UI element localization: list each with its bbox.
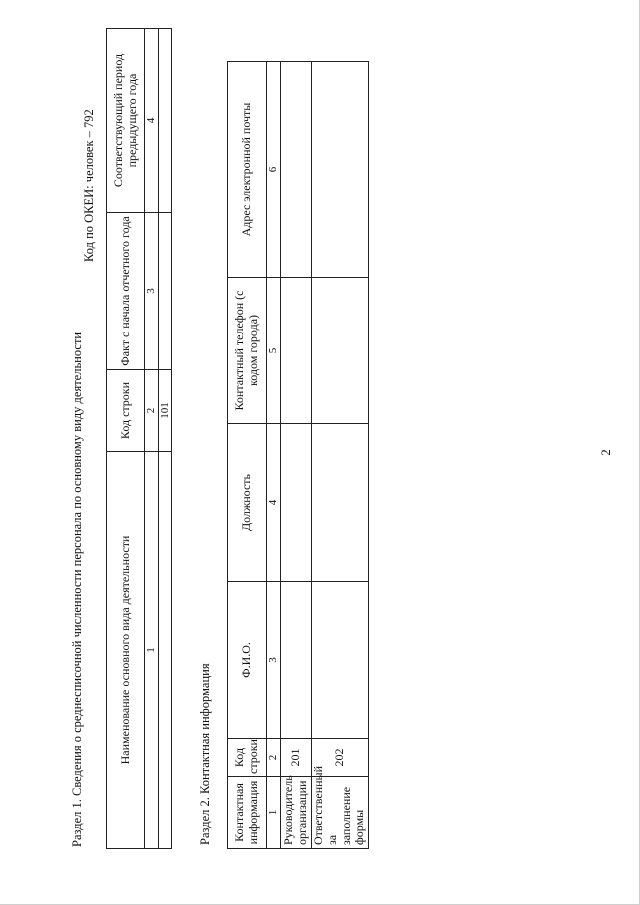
position-cell [280, 424, 311, 582]
phone-cell [311, 278, 368, 424]
column-number: 5 [267, 278, 281, 424]
row-label: Руководитель организации [280, 777, 311, 849]
header-activity: Наименование основного вида деятельности [107, 452, 145, 849]
fact-cell [158, 213, 172, 370]
header-position: Должность [228, 424, 267, 582]
staff-table [106, 28, 172, 849]
table-header-row [228, 62, 267, 849]
header-contact-info: Контактная информация [228, 777, 267, 849]
column-number: 1 [267, 777, 281, 849]
header-email: Адрес электронной почты [228, 62, 267, 278]
section2-title: Раздел 2. Контактная информация [198, 663, 212, 845]
column-number-row [145, 29, 159, 849]
page-number: 2 [598, 449, 613, 456]
header-phone: Контактный телефон (с кодом города) [228, 278, 267, 424]
header-row-code: Код строки [107, 370, 145, 452]
table-row [158, 29, 172, 849]
column-number: 2 [267, 739, 281, 777]
row-code-cell: 101 [158, 370, 172, 452]
header-prev-period: Соответствующий период предыдущего года [107, 29, 145, 213]
email-cell [311, 62, 368, 278]
row-code: 202 [311, 739, 368, 777]
header-fio: Ф.И.О. [228, 582, 267, 739]
table-row [280, 62, 311, 849]
email-cell [280, 62, 311, 278]
column-number: 3 [145, 213, 159, 370]
table-row [311, 62, 368, 849]
okei-code: Код по ОКЕИ: человек – 792 [82, 109, 96, 262]
column-number: 1 [145, 452, 159, 849]
row-code: 201 [280, 739, 311, 777]
column-number-row [267, 62, 281, 849]
contact-table [227, 61, 369, 849]
column-number: 6 [267, 62, 281, 278]
column-number: 4 [267, 424, 281, 582]
section1-title: Раздел 1. Сведения о среднесписочной численности персонала по основному виду деятельности [70, 331, 84, 847]
header-row-code: Код строки [228, 739, 267, 777]
phone-cell [280, 278, 311, 424]
column-number: 2 [145, 370, 159, 452]
activity-cell [158, 452, 172, 849]
fio-cell [280, 582, 311, 739]
fio-cell [311, 582, 368, 739]
table-header-row [107, 29, 145, 849]
column-number: 4 [145, 29, 159, 213]
header-fact: Факт с начала отчетного года [107, 213, 145, 370]
column-number: 3 [267, 582, 281, 739]
position-cell [311, 424, 368, 582]
prev-period-cell [158, 29, 172, 213]
row-label: Ответственный за заполнение формы [311, 777, 368, 849]
